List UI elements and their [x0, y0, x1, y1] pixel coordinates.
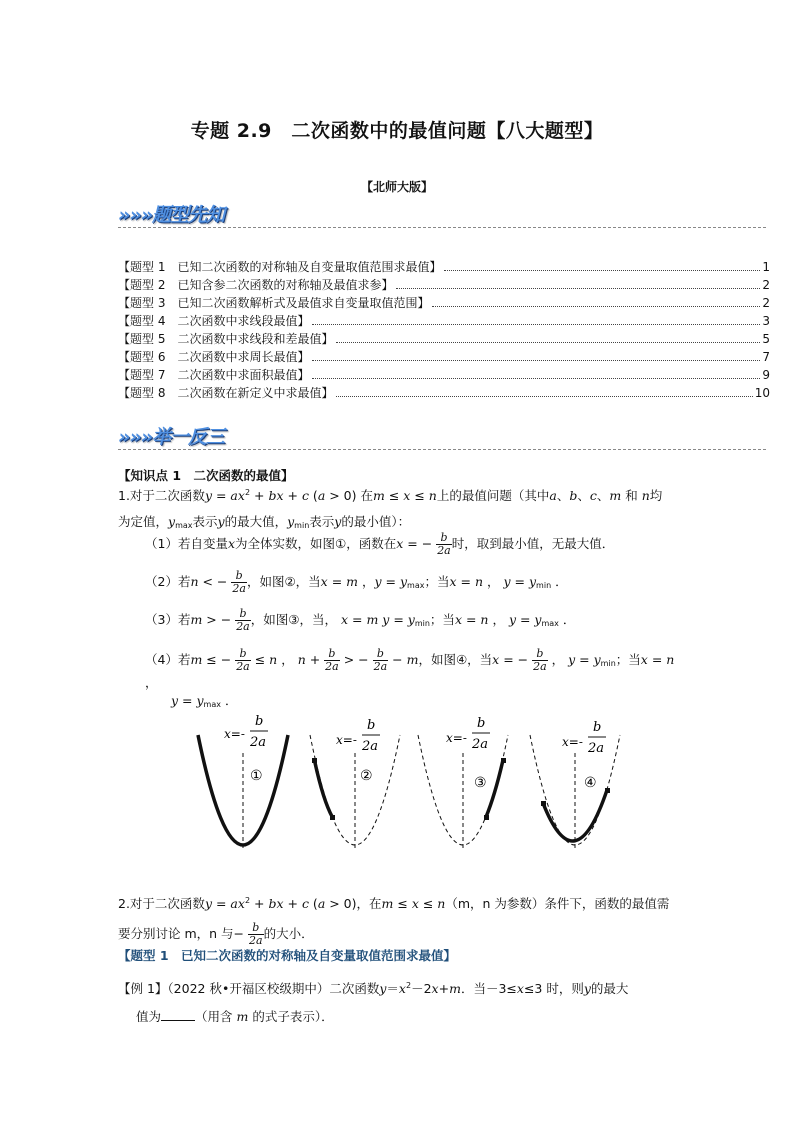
divider [118, 449, 766, 450]
case-1: （1）若自变量x为全体实数，如图①，函数在x = − $\frac{b}{2a}$ 时，取到最小值，无最大值． [145, 531, 615, 557]
svg-text:2a: 2a [250, 735, 267, 750]
svg-text:2a: 2a [588, 741, 605, 756]
svg-text:2a: 2a [362, 739, 379, 754]
svg-text:b: b [255, 714, 264, 729]
parabola-figures [180, 705, 640, 865]
svg-text:x=-: x=- [446, 731, 467, 745]
figure-label: ① [250, 768, 263, 784]
figure-3 [418, 716, 508, 850]
figure-4 [530, 720, 620, 850]
section-banner-preview: »»»题型先知 [118, 204, 225, 226]
figure-2 [310, 718, 400, 850]
figure-label: ④ [584, 775, 597, 791]
question-type-heading: 【题型 1 已知二次函数的对称轴及自变量取值范围求最值】 [118, 948, 457, 963]
toc-item[interactable]: 【题型 4 二次函数中求线段最值】 3 [118, 314, 770, 328]
figure-label: ③ [474, 775, 487, 791]
figure-1 [198, 714, 288, 850]
knowledge-paragraph-1: 1.对于二次函数$y = ax^2$ + bx + c (a > 0) 在m ≤ x ≤ n上的最值问题（其中a、b、c、m 和 n均 为定值，$y_{max}$表示y的最大值，$y_{min}$表示y的最小值）： [118, 488, 663, 531]
edition-label: 【北师大版】 [360, 180, 433, 194]
divider [118, 227, 766, 228]
svg-text:b: b [367, 718, 376, 733]
toc-item[interactable]: 【题型 6 二次函数中求周长最值】 7 [118, 350, 770, 364]
toc-item[interactable]: 【题型 2 已知含参二次函数的对称轴及最值求参】 2 [118, 278, 770, 292]
toc-item[interactable]: 【题型 5 二次函数中求线段和差最值】 5 [118, 332, 770, 346]
case-4: （4）若m ≤ − $\frac{b}{2a}$ ≤ n ， n + $\frac{b}{2a}$ > − $\frac{b}{2a}$ − m，如图④，当x = − $\frac{b}{2a}$ ， $y = y_{min}$；当x = n ， $y = y_{max}$ ． [145, 647, 675, 709]
knowledge-heading: 【知识点 1 二次函数的最值】 [118, 468, 294, 483]
svg-text:2a: 2a [472, 737, 489, 752]
svg-text:b: b [477, 716, 486, 731]
svg-text:b: b [593, 720, 602, 735]
toc-item[interactable]: 【题型 7 二次函数中求面积最值】 9 [118, 368, 770, 382]
example-1: 【例 1】（2022 秋•开福区校级期中）二次函数$y=x^2-2x+m$．当－3≤x≤3 时，则y的最大 值为 （用含 m 的式子表示）． [118, 981, 629, 1025]
case-2: （2）若n < − $\frac{b}{2a}$ ，如图②，当x = m ，$y = y_{max}$；当x = n ， $y = y_{min}$ ． [145, 569, 568, 595]
svg-text:x=-: x=- [336, 733, 357, 747]
figure-label: ② [360, 768, 373, 784]
page-title: 专题 2.9 二次函数中的最值问题【八大题型】 [190, 120, 604, 142]
answer-blank[interactable] [161, 1020, 195, 1021]
toc-item[interactable]: 【题型 8 二次函数在新定义中求最值】 10 [118, 386, 770, 400]
svg-text:x=-: x=- [562, 735, 583, 749]
case-3: （3）若m > − $\frac{b}{2a}$ ，如图③，当， x = m $y = y_{min}$；当x = n ， $y = y_{max}$ ． [145, 607, 576, 633]
toc-item[interactable]: 【题型 1 已知二次函数的对称轴及自变量取值范围求最值】 1 [118, 260, 770, 274]
axis-label: x=- [224, 727, 245, 741]
section-banner-practice: »»»举一反三 [118, 426, 225, 448]
knowledge-paragraph-2: 2.对于二次函数$y = ax^2$ + bx + c (a > 0)，在m ≤ x ≤ n（m，n 为参数）条件下，函数的最值需 要分别讨论 m，n 与− $\frac{b}{2a}$ 的大小． [118, 896, 670, 948]
toc-item[interactable]: 【题型 3 已知二次函数解析式及最值求自变量取值范围】 2 [118, 296, 770, 310]
